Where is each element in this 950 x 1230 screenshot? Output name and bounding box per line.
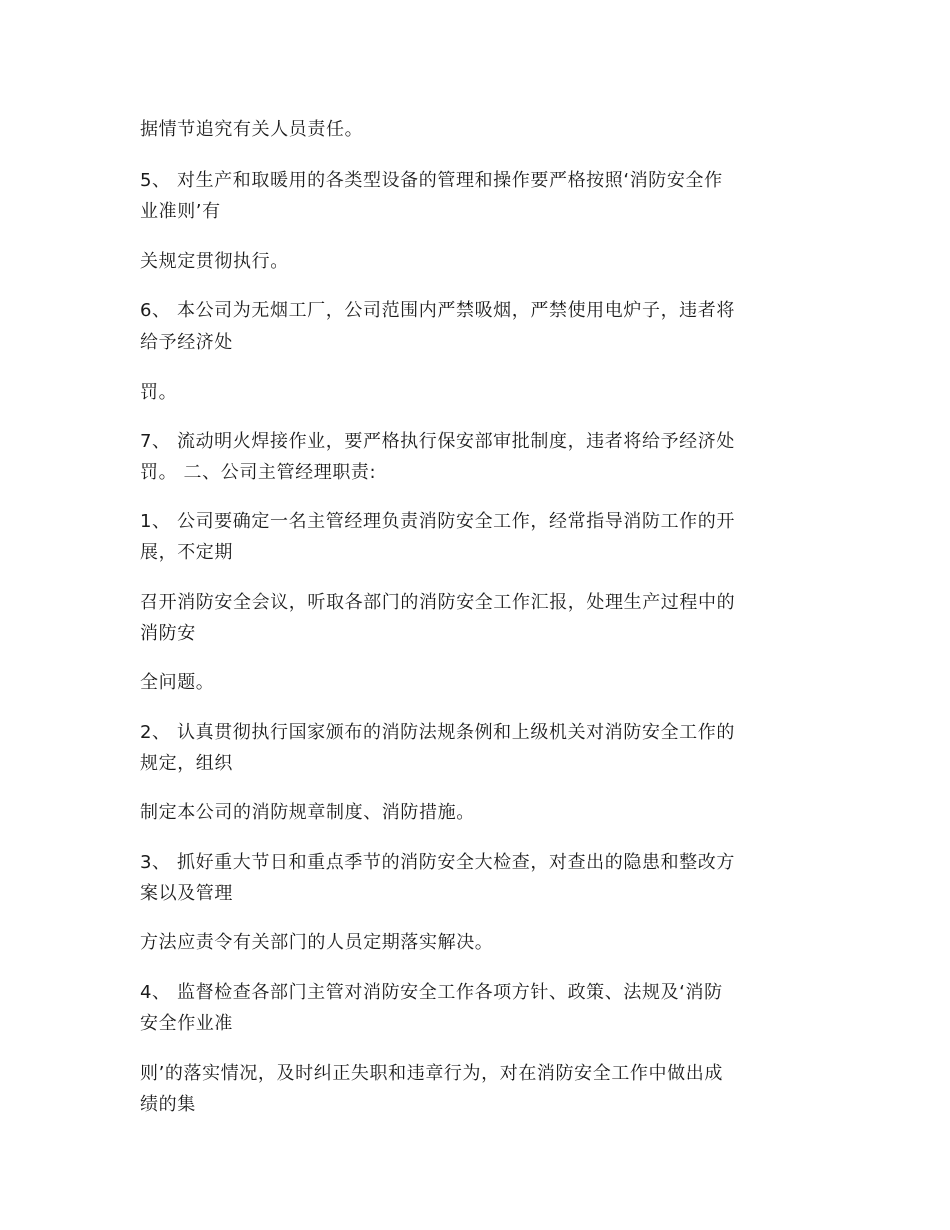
- text-line-24: 绩的集: [140, 1094, 196, 1115]
- text-line-10: 1、 公司要确定一名主管经理负责消防安全工作，经常指导消防工作的开: [140, 511, 735, 532]
- text-line-23: 则’的落实情况，及时纠正失职和违章行为，对在消防安全工作中做出成: [140, 1063, 723, 1084]
- text-line-8: 7、 流动明火焊接作业，要严格执行保安部审批制度，违者将给予经济处: [140, 431, 735, 452]
- text-line-12: 召开消防安全会议，听取各部门的消防安全工作汇报，处理生产过程中的: [140, 592, 736, 613]
- text-line-22: 安全作业准: [140, 1013, 233, 1034]
- text-line-4: 关规定贯彻执行。: [140, 251, 289, 272]
- text-line-11: 展，不定期: [140, 542, 233, 563]
- text-line-1: 据情节追究有关人员责任。: [140, 119, 364, 140]
- text-line-7: 罚。: [140, 382, 178, 403]
- text-line-3: 业准则’有: [140, 201, 221, 222]
- text-line-21: 4、 监督检查各部门主管对消防安全工作各项方针、政策、法规及‘消防: [140, 982, 723, 1003]
- text-line-5: 6、 本公司为无烟工厂，公司范围内严禁吸烟，严禁使用电炉子，违者将: [140, 300, 735, 321]
- text-line-17: 制定本公司的消防规章制度、消防措施。: [140, 802, 475, 823]
- text-line-19: 案以及管理: [140, 883, 233, 904]
- text-line-20: 方法应责令有关部门的人员定期落实解决。: [140, 932, 494, 953]
- text-line-2: 5、 对生产和取暖用的各类型设备的管理和操作要严格按照‘消防安全作: [140, 170, 723, 191]
- text-line-9: 罚。 二、公司主管经理职责:: [140, 462, 377, 483]
- text-line-16: 规定，组织: [140, 753, 233, 774]
- text-line-14: 全问题。: [140, 672, 215, 693]
- text-line-13: 消防安: [140, 623, 196, 644]
- text-line-6: 给予经济处: [140, 332, 233, 353]
- text-line-18: 3、 抓好重大节日和重点季节的消防安全大检查，对查出的隐患和整改方: [140, 852, 735, 873]
- text-line-15: 2、 认真贯彻执行国家颁布的消防法规条例和上级机关对消防安全工作的: [140, 722, 735, 743]
